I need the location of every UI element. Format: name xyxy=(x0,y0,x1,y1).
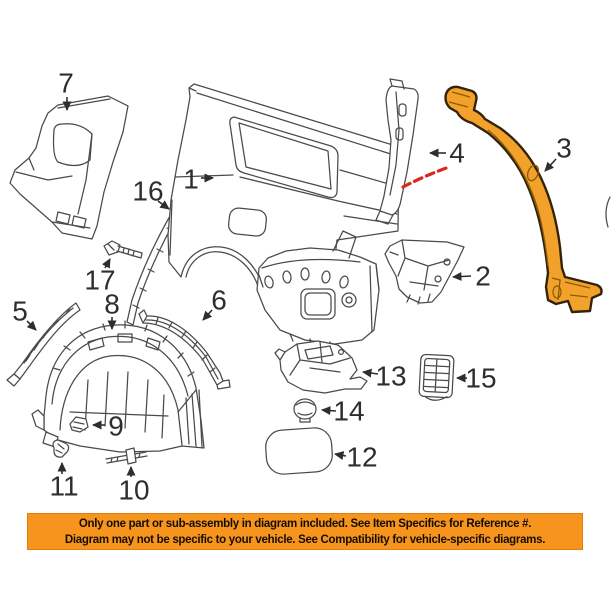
callout-10-label: 10 xyxy=(118,474,150,506)
part-1-quarter-panel xyxy=(168,84,399,348)
callout-6-label: 6 xyxy=(211,284,227,316)
callout-16 xyxy=(132,176,169,210)
part-17-bolt xyxy=(104,241,142,258)
callout-11-label: 11 xyxy=(49,470,79,502)
callout-15-label: 15 xyxy=(465,362,497,394)
edge-fragment xyxy=(606,197,610,227)
callout-3-label: 3 xyxy=(556,132,572,164)
callout-17-label: 17 xyxy=(84,264,116,296)
callout-5-label: 5 xyxy=(12,295,28,327)
callout-14 xyxy=(322,396,365,427)
callout-4 xyxy=(430,138,465,169)
callout-10 xyxy=(118,467,149,506)
callout-2-arrow xyxy=(453,276,471,277)
callout-8-label: 8 xyxy=(104,288,120,320)
callout-3 xyxy=(545,133,572,172)
callout-17 xyxy=(84,259,115,296)
callout-12-label: 12 xyxy=(346,441,378,473)
part-13-bracket xyxy=(275,341,367,393)
callout-3-arrow xyxy=(545,159,556,171)
callout-14-label: 14 xyxy=(333,395,365,427)
callout-9-label: 9 xyxy=(108,410,124,442)
part-15-vent-grille xyxy=(419,354,454,401)
callout-2 xyxy=(453,261,491,292)
red-dashed-marker xyxy=(403,167,449,187)
part-7-inner-support-panel xyxy=(10,96,128,239)
part-2-gusset-bracket xyxy=(385,240,464,304)
callout-12-arrow xyxy=(335,454,346,456)
callout-5 xyxy=(12,296,36,331)
callout-4-label: 4 xyxy=(449,137,465,169)
part-12-pad xyxy=(265,427,334,475)
callout-12 xyxy=(335,442,378,473)
part-3-highlighted-pillar xyxy=(446,87,602,312)
callout-2-label: 2 xyxy=(475,260,491,292)
notice-line-1: Only one part or sub-assembly in diagram included. See Item Specifics for Reference #. xyxy=(78,517,532,530)
callout-11 xyxy=(49,463,78,502)
callout-16-label: 16 xyxy=(132,175,164,207)
callout-1-label: 1 xyxy=(183,163,199,195)
callout-7-label: 7 xyxy=(58,67,74,99)
callout-15 xyxy=(457,363,497,394)
notice-line-2: Diagram may not be specific to your vehicle. See Compatibility for vehicle-specific diagrams. xyxy=(64,533,546,546)
callout-5-arrow xyxy=(27,321,36,330)
callout-13 xyxy=(363,361,407,392)
notice-banner xyxy=(27,513,583,550)
callout-6 xyxy=(203,285,227,321)
callout-13-label: 13 xyxy=(375,360,407,392)
part-14-grommet xyxy=(294,399,316,422)
